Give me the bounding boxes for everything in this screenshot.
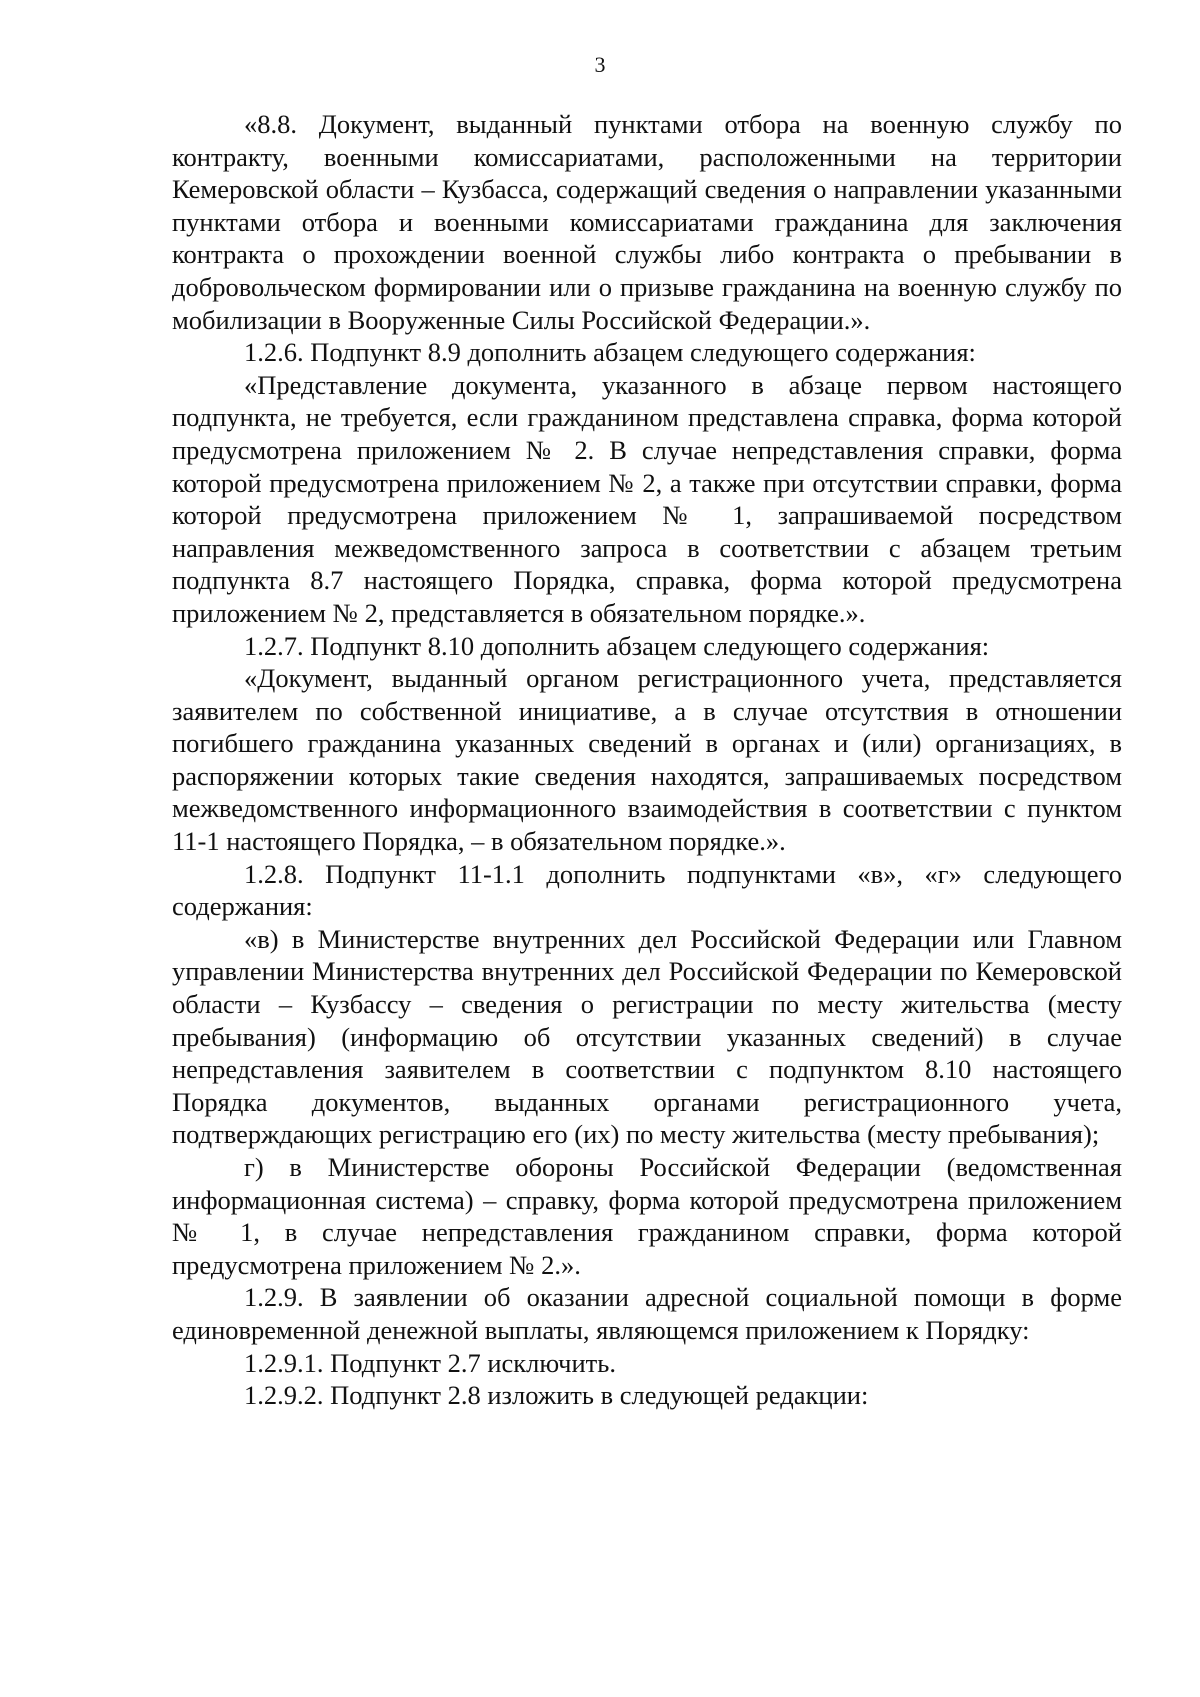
- paragraph-1-2-7: 1.2.7. Подпункт 8.10 дополнить абзацем следующего содержания:: [244, 630, 990, 661]
- paragraph-8-10-addition: «Документ, выданный органом регистрационного учета, представляется заявителем по собственной инициативе, а в случае отсутствия в отношении погибшего гражданина указанных сведений в органах и (или) организациях, в распоряжении которых такие сведения находятся, запрашиваемых посредством межведомственного информационного взаимодействия в соответствии с пунктом 11-1 настоящего Порядка, – в обязательном порядке.».: [172, 663, 1122, 857]
- paragraph-1-2-9: 1.2.9. В заявлении об оказании адресной социальной помощи в форме единовременной денежной выплаты, являющемся приложением к Порядку:: [172, 1282, 1122, 1345]
- paragraph-8-8: «8.8. Документ, выданный пунктами отбора на военную службу по контракту, военными комиссариатами, расположенными на территории Кемеровской области – Кузбасса, содержащий сведения о направлении указанными пунктами отбора и военными комиссариатами гражданина для заключения контракта о прохождении военной службы либо контракта о пребывании в добровольческом формировании или о призыве гражданина на военную службу по мобилизации в Вооруженные Силы Российской Федерации.».: [172, 109, 1122, 335]
- document-body: [172, 108, 1122, 1412]
- paragraph-1-2-6: 1.2.6. Подпункт 8.9 дополнить абзацем следующего содержания:: [244, 337, 976, 368]
- paragraph-1-2-8: 1.2.8. Подпункт 11-1.1 дополнить подпунктами «в», «г» следующего содержания:: [172, 858, 1122, 922]
- paragraph-1-2-9-1: 1.2.9.1. Подпункт 2.7 исключить.: [244, 1347, 616, 1378]
- paragraph-8-9-addition: «Представление документа, указанного в абзаце первом настоящего подпункта, не требуется, если гражданином представлена справка, форма которой предусмотрена приложением № 2. В случае непредставления справки, форма которой предусмотрена приложением № 2, а также при отсутствии справки, форма которой предусмотрена приложением № 1, запрашиваемой посредством направления межведомственного запроса в соответствии с абзацем третьим подпункта 8.7 настоящего Порядка, справка, форма которой предусмотрена приложением № 2, представляется в обязательном порядке.».: [172, 369, 1122, 628]
- page-number: 3: [594, 52, 606, 77]
- paragraph-subitem-g: г) в Министерстве обороны Российской Федерации (ведомственная информационная система) – справку, форма которой предусмотрена приложением № 1, в случае непредставления гражданином справки, форма которой предусмотрена приложением № 2.».: [172, 1152, 1122, 1280]
- paragraph-1-2-9-2: 1.2.9.2. Подпункт 2.8 изложить в следующей редакции:: [244, 1380, 869, 1411]
- paragraph-subitem-v: «в) в Министерстве внутренних дел Российской Федерации или Главном управлении Министерства внутренних дел Российской Федерации по Кемеровской области – Кузбассу – сведения о регистрации по месту жительства (месту пребывания) (информацию об отсутствии указанных сведений) в случае непредставления заявителем в соответствии с подпунктом 8.10 настоящего Порядка документов, выданных органами регистрационного учета, подтверждающих регистрацию его (их) по месту жительства (месту пребывания);: [172, 923, 1122, 1150]
